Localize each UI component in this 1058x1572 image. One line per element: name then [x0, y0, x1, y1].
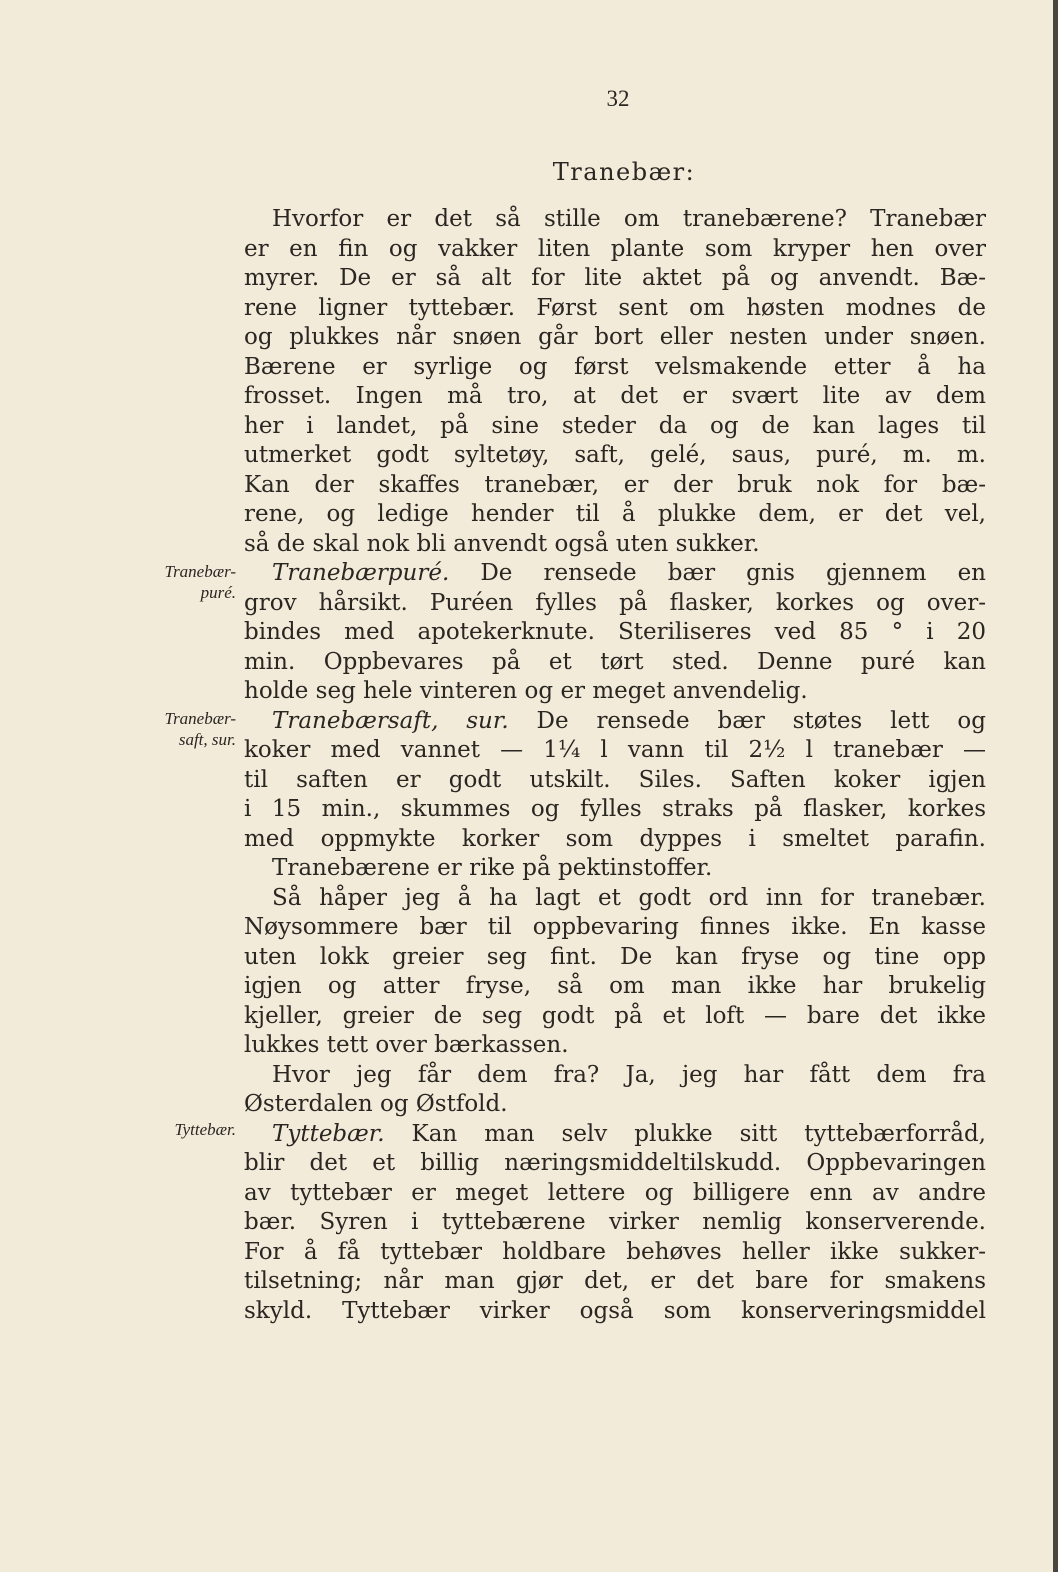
text-line: Tranebærene er rike på pektinstoffer.	[272, 855, 713, 881]
text-line: med oppmykte korker som dyppes i smeltet parafin.	[244, 825, 986, 852]
text-line: så de skal nok bli anvendt også uten sukker.	[244, 530, 760, 557]
text-line: rene, og ledige hender til å plukke dem, er det vel,	[244, 501, 986, 527]
margin-note-line: Tranebær-	[164, 709, 236, 728]
margin-note-line: saft, sur.	[178, 730, 236, 749]
text-line: bindes med apotekerknute. Steriliseres ved 85 ° i 20	[244, 619, 986, 645]
margin-note-line: Tyttebær.	[174, 1120, 236, 1139]
text-line: uten lokk greier seg fint. De kan fryse og tine opp	[244, 943, 986, 970]
margin-note-tranebaerpure	[106, 561, 236, 603]
text-line: grov hårsikt. Puréen fylles på flasker, korkes og over-	[244, 589, 986, 616]
text-line: For å få tyttebær holdbare behøves heller ikke sukker-	[244, 1238, 986, 1265]
text-line: er en fin og vakker liten plante som kryper hen over	[244, 235, 986, 262]
text-line: bær. Syren i tyttebærene virker nemlig konserverende.	[244, 1209, 986, 1235]
recipe-title: Tranebærpuré.	[272, 560, 450, 586]
page-number: 32	[606, 86, 630, 111]
text-line: myrer. De er så alt for lite aktet på og anvendt. Bæ-	[244, 265, 986, 291]
text-line: Hvor jeg får dem fra? Ja, jeg har fått dem fra	[272, 1061, 986, 1088]
margin-note-line: puré.	[200, 583, 236, 602]
text-line: Bærene er syrlige og først velsmakende etter å ha	[244, 353, 986, 380]
text-line: i 15 min., skummes og fylles straks på flasker, korkes	[244, 796, 986, 822]
text-line: Hvorfor er det så stille om tranebærene? Tranebær	[272, 206, 986, 232]
text-line: tilsetning; når man gjør det, er det bare for smakens	[244, 1268, 986, 1294]
text-line: av tyttebær er meget lettere og billigere enn av andre	[244, 1179, 986, 1206]
text-line: Tranebærpuré. De rensede bær gnis gjennem en	[272, 560, 986, 586]
recipe-title: Tranebærsaft, sur.	[272, 707, 509, 734]
section-heading: Tranebær:	[552, 158, 696, 186]
text-line: koker med vannet — 1¼ l vann til 2½ l tranebær —	[244, 737, 986, 763]
text-line: frosset. Ingen må tro, at det er svært lite av dem	[244, 383, 986, 409]
text-line: Tranebærsaft, sur. De rensede bær støtes lett og	[272, 707, 986, 734]
text-line: min. Oppbevares på et tørt sted. Denne puré kan	[244, 648, 986, 675]
text-line: her i landet, på sine steder da og de kan lages til	[244, 412, 986, 439]
text-line: Nøysommere bær til oppbevaring finnes ikke. En kasse	[244, 914, 986, 940]
text-line: igjen og atter fryse, så om man ikke har brukelig	[244, 973, 986, 999]
text-line: Kan der skaffes tranebær, er der bruk nok for bæ-	[244, 471, 986, 498]
text-line: holde seg hele vinteren og er meget anvendelig.	[244, 678, 808, 704]
text-line: til saften er godt utskilt. Siles. Saften koker igjen	[244, 766, 986, 793]
text-line: Østerdalen og Østfold.	[244, 1091, 508, 1117]
margin-note-tyttebaer	[106, 1119, 236, 1140]
text-line: og plukkes når snøen går bort eller nesten under snøen.	[244, 324, 986, 350]
text-line: Tyttebær. Kan man selv plukke sitt tyttebærforråd,	[272, 1120, 986, 1147]
text-line: lukkes tett over bærkassen.	[244, 1032, 569, 1058]
text-line: blir det et billig næringsmiddeltilskudd. Oppbevaringen	[244, 1150, 986, 1176]
margin-note-tranebaersaft	[106, 708, 236, 750]
body-text	[244, 205, 986, 1326]
text-line: skyld. Tyttebær virker også som konserveringsmiddel	[244, 1297, 986, 1324]
margin-note-line: Tranebær-	[164, 562, 236, 581]
page-edge	[1053, 0, 1058, 1572]
recipe-title: Tyttebær.	[272, 1120, 385, 1147]
text-line: rene ligner tyttebær. Først sent om høsten modnes de	[244, 294, 986, 321]
text-line: Så håper jeg å ha lagt et godt ord inn for tranebær.	[272, 884, 986, 911]
text-line: utmerket godt syltetøy, saft, gelé, saus, puré, m. m.	[244, 442, 986, 468]
text-line: kjeller, greier de seg godt på et loft — bare det ikke	[244, 1002, 986, 1029]
